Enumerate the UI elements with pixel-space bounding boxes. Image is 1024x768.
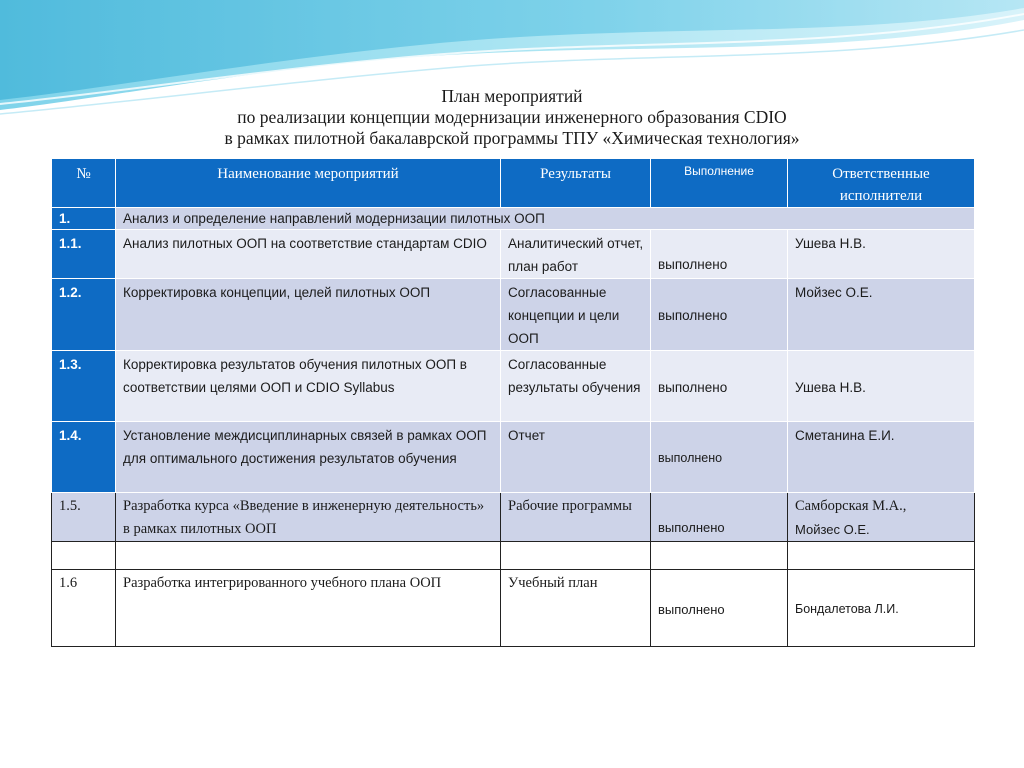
row-number: 1.4. (52, 422, 116, 493)
row-number: 1.2. (52, 279, 116, 351)
header-event-name: Наименование мероприятий (116, 159, 501, 208)
row-event-name: Корректировка результатов обучения пилотных ООП в соответствии целями ООП и CDIO Syllabus (116, 351, 501, 422)
row-status: выполнено (651, 279, 788, 351)
page-title (0, 86, 1024, 149)
row-results: Аналитический отчет, план работ (501, 230, 651, 279)
row-number: 1.3. (52, 351, 116, 422)
empty-cell (651, 542, 788, 570)
table-row (52, 279, 975, 351)
row-event-name: Разработка интегрированного учебного плана ООП (116, 570, 501, 647)
row-status: выполнено (651, 422, 788, 493)
row-results: Согласованные результаты обучения (501, 351, 651, 422)
row-event-name: Установление междисциплинарных связей в рамках ООП для оптимального достижения результатов обучения (116, 422, 501, 493)
empty-cell (52, 542, 116, 570)
row-responsible: Мойзес О.Е. (788, 279, 975, 351)
table-row (52, 422, 975, 493)
row-number: 1. (52, 208, 116, 230)
row-results: Отчет (501, 422, 651, 493)
header-status: Выполнение (651, 159, 788, 208)
table-row-spacer (52, 542, 975, 570)
responsible-line-2: Мойзес О.Е. (795, 522, 870, 537)
row-event-name: Анализ пилотных ООП на соответствие стандартам CDIO (116, 230, 501, 279)
responsible-line-1: Самборская М.А., (795, 498, 907, 514)
row-results: Согласованные концепции и цели ООП (501, 279, 651, 351)
table-row (52, 570, 975, 647)
row-responsible (788, 493, 975, 542)
table-header-row (52, 159, 975, 208)
row-responsible: Сметанина Е.И. (788, 422, 975, 493)
header-responsible: Ответственные исполнители (788, 159, 975, 208)
row-status: выполнено (651, 493, 788, 542)
row-results: Рабочие программы (501, 493, 651, 542)
empty-cell (116, 542, 501, 570)
table-row (52, 230, 975, 279)
table-row (52, 208, 975, 230)
row-number: 1.6 (52, 570, 116, 647)
table-row (52, 493, 975, 542)
table-row (52, 351, 975, 422)
row-event-name: Корректировка концепции, целей пилотных ООП (116, 279, 501, 351)
row-event-name: Анализ и определение направлений модернизации пилотных ООП (116, 208, 975, 230)
row-responsible: Ушева Н.В. (788, 230, 975, 279)
row-event-name: Разработка курса «Введение в инженерную деятельность» в рамках пилотных ООП (116, 493, 501, 542)
empty-cell (788, 542, 975, 570)
title-line-1: План мероприятий (441, 86, 583, 106)
row-results: Учебный план (501, 570, 651, 647)
row-status: выполнено (651, 230, 788, 279)
row-number: 1.1. (52, 230, 116, 279)
row-status: выполнено (651, 570, 788, 647)
events-plan-table (51, 158, 975, 647)
title-line-2: по реализации концепции модернизации инженерного образования CDIO (237, 107, 787, 127)
row-status: выполнено (651, 351, 788, 422)
row-responsible: Ушева Н.В. (788, 351, 975, 422)
row-responsible: Бондалетова Л.И. (788, 570, 975, 647)
header-results: Результаты (501, 159, 651, 208)
header-number: № (52, 159, 116, 208)
row-number: 1.5. (52, 493, 116, 542)
empty-cell (501, 542, 651, 570)
title-line-3: в рамках пилотной бакалаврской программы ТПУ «Химическая технология» (224, 128, 800, 148)
